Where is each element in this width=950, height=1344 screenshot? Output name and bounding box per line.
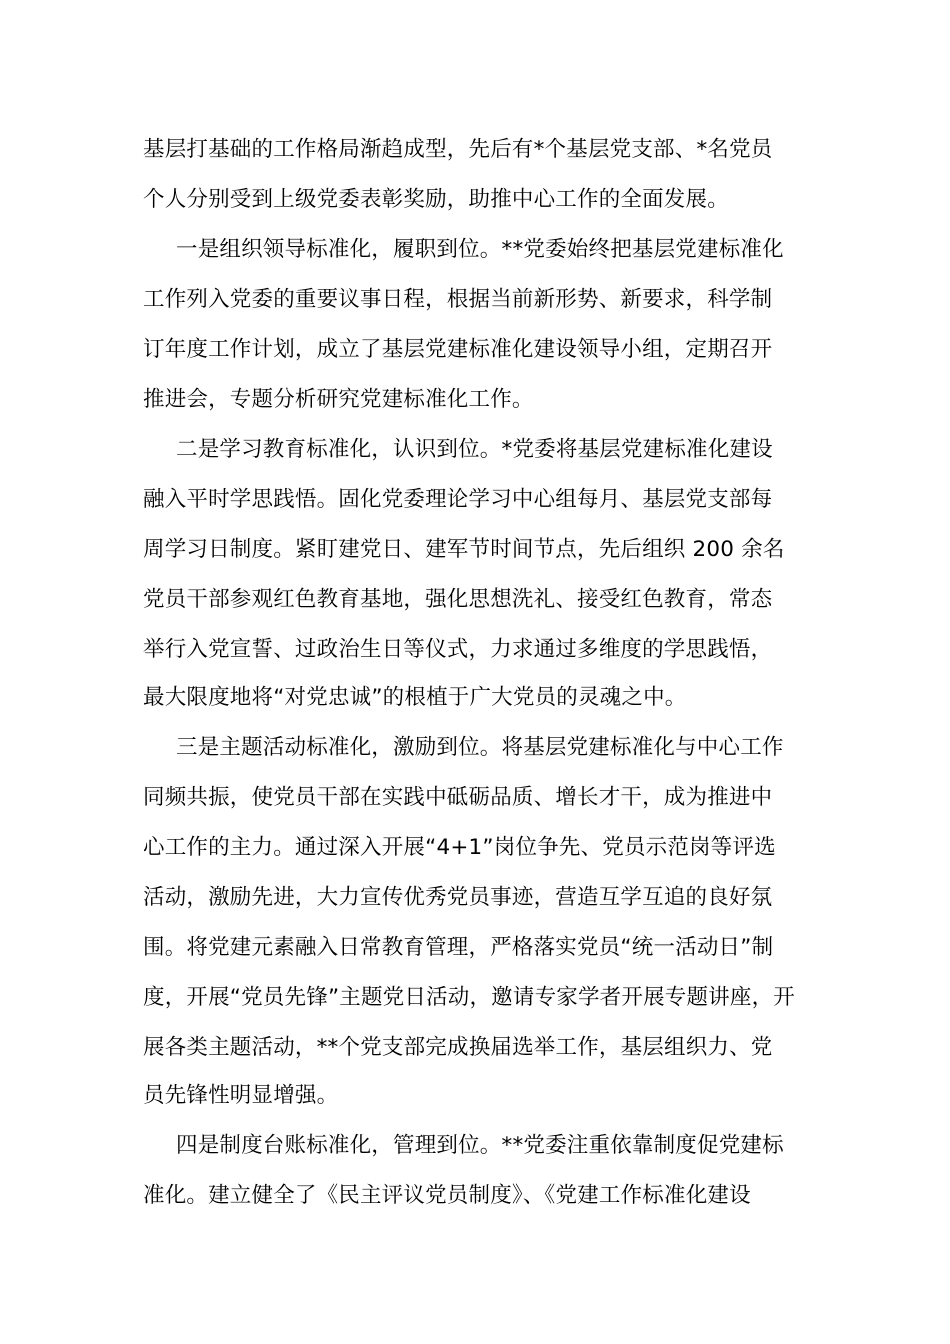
text-line: 工作列入党委的重要议事日程，根据当前新形势、新要求，科学制 [143,287,773,312]
text-line: 展各类主题活动，**个党支部完成换届选举工作，基层组织力、党 [143,1035,773,1060]
text-line: 度，开展“党员先锋”主题党日活动，邀请专家学者开展专题讲座，开 [143,985,795,1010]
text-line: 心工作的主力。通过深入开展“4+1”岗位争先、党员示范岗等评选 [143,835,776,860]
text-line: 党员干部参观红色教育基地，强化思想洗礼、接受红色教育，常态 [143,587,773,612]
text-line: 周学习日制度。紧盯建党日、建军节时间节点，先后组织 200 余名 [143,537,785,562]
text-line: 基层打基础的工作格局渐趋成型，先后有*个基层党支部、*名党员 [143,137,773,162]
text-line: 举行入党宣誓、过政治生日等仪式，力求通过多维度的学思践悟， [143,637,773,662]
paragraph-first-line: 三是主题活动标准化，激励到位。将基层党建标准化与中心工作 [176,735,784,760]
text-line: 融入平时学思践悟。固化党委理论学习中心组每月、基层党支部每 [143,487,773,512]
text-line: 订年度工作计划，成立了基层党建标准化建设领导小组，定期召开 [143,337,773,362]
text-line: 最大限度地将“对党忠诚”的根植于广大党员的灵魂之中。 [143,685,687,710]
text-line: 员先锋性明显增强。 [143,1083,339,1108]
text-line: 推进会，专题分析研究党建标准化工作。 [143,387,534,412]
text-line: 围。将党建元素融入日常教育管理，严格落实党员“统一活动日”制 [143,935,774,960]
text-line: 同频共振，使党员干部在实践中砥砺品质、增长才干，成为推进中 [143,785,773,810]
paragraph-first-line: 二是学习教育标准化，认识到位。*党委将基层党建标准化建设 [176,437,773,462]
paragraph-first-line: 一是组织领导标准化，履职到位。**党委始终把基层党建标准化 [176,237,784,262]
paragraph-first-line: 四是制度台账标准化，管理到位。**党委注重依靠制度促党建标 [176,1133,784,1158]
text-line: 个人分别受到上级党委表彰奖励，助推中心工作的全面发展。 [143,187,729,212]
text-line: 活动，激励先进，大力宣传优秀党员事迹，营造互学互追的良好氛 [143,885,773,910]
text-line: 准化。建立健全了《民主评议党员制度》、《党建工作标准化建设 [143,1183,751,1208]
